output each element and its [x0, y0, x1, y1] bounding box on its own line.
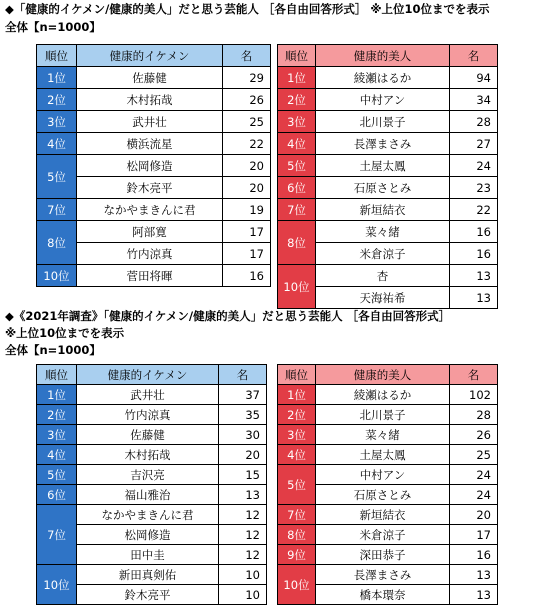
- table-row: [278, 405, 498, 425]
- rank-cell: 1位: [37, 67, 77, 89]
- name-cell: 松岡修造: [77, 525, 219, 545]
- table-row: [37, 89, 271, 111]
- name-cell: 橋本環奈: [316, 585, 450, 605]
- table-row: [37, 111, 271, 133]
- rank-cell: 4位: [278, 133, 316, 155]
- name-cell: 鈴木亮平: [77, 585, 219, 605]
- name-cell: 米倉涼子: [316, 525, 450, 545]
- table-row: [37, 385, 267, 405]
- rank-cell: 10位: [278, 565, 316, 605]
- rank-cell: 8位: [278, 525, 316, 545]
- rank-cell: 8位: [278, 221, 316, 265]
- name-cell: 土屋太鳳: [316, 155, 450, 177]
- count-cell: 13: [450, 265, 498, 287]
- count-cell: 12: [219, 545, 267, 565]
- name-cell: 佐藤健: [77, 425, 219, 445]
- header-name: 健康的美人: [316, 365, 450, 385]
- name-cell: 佐藤健: [77, 67, 223, 89]
- name-cell: 長澤まさみ: [316, 565, 450, 585]
- count-cell: 12: [219, 525, 267, 545]
- table-row: [37, 67, 271, 89]
- count-cell: 17: [223, 221, 271, 243]
- count-cell: 26: [223, 89, 271, 111]
- header-name: 健康的イケメン: [77, 365, 219, 385]
- name-cell: 綾瀬はるか: [316, 385, 450, 405]
- table-row: [37, 133, 271, 155]
- header-count: 名: [219, 365, 267, 385]
- table-row: [278, 67, 498, 89]
- ranking-table-ikemen-2021: [36, 364, 267, 605]
- count-cell: 22: [450, 199, 498, 221]
- count-cell: 35: [219, 405, 267, 425]
- table-row: [278, 545, 498, 565]
- name-cell: なかやまきんに君: [77, 505, 219, 525]
- name-cell: 土屋太鳳: [316, 445, 450, 465]
- table-row: [278, 199, 498, 221]
- rank-cell: 3位: [37, 111, 77, 133]
- count-cell: 24: [450, 485, 498, 505]
- header-row: [37, 365, 267, 385]
- rank-cell: 10位: [37, 565, 77, 605]
- section2-note: ※上位10位までを表示: [5, 326, 125, 340]
- rank-cell: 1位: [278, 385, 316, 405]
- count-cell: 10: [219, 585, 267, 605]
- header-row: [37, 45, 271, 67]
- name-cell: 中村アン: [316, 89, 450, 111]
- header-rank: 順位: [278, 365, 316, 385]
- rank-cell: 4位: [37, 445, 77, 465]
- header-name: 健康的イケメン: [77, 45, 223, 67]
- rank-cell: 9位: [278, 545, 316, 565]
- rank-cell: 7位: [278, 199, 316, 221]
- count-cell: 17: [223, 243, 271, 265]
- count-cell: 13: [450, 565, 498, 585]
- count-cell: 16: [450, 243, 498, 265]
- rank-cell: 2位: [37, 89, 77, 111]
- rank-cell: 8位: [37, 221, 77, 265]
- rank-cell: 7位: [37, 199, 77, 221]
- name-cell: 綾瀬はるか: [316, 67, 450, 89]
- rank-cell: 5位: [37, 465, 77, 485]
- name-cell: 木村拓哉: [77, 89, 223, 111]
- table-row: [37, 265, 271, 287]
- count-cell: 12: [219, 505, 267, 525]
- table-row: [37, 485, 267, 505]
- table-row: [37, 155, 271, 177]
- table-row: [37, 505, 267, 525]
- table-row: [278, 385, 498, 405]
- table-row: [278, 155, 498, 177]
- section1-title: ◆「健康的イケメン/健康的美人」だと思う芸能人 ［各自由回答形式］ ※上位10位までを表示: [5, 2, 490, 16]
- count-cell: 13: [219, 485, 267, 505]
- count-cell: 28: [450, 111, 498, 133]
- count-cell: 30: [219, 425, 267, 445]
- header-count: 名: [450, 365, 498, 385]
- count-cell: 25: [450, 445, 498, 465]
- name-cell: 田中圭: [77, 545, 219, 565]
- name-cell: 横浜流星: [77, 133, 223, 155]
- name-cell: 深田恭子: [316, 545, 450, 565]
- section1-base: 全体【n=1000】: [5, 20, 101, 34]
- header-name: 健康的美人: [316, 45, 450, 67]
- name-cell: 北川景子: [316, 405, 450, 425]
- table-row: [37, 405, 267, 425]
- count-cell: 23: [450, 177, 498, 199]
- rank-cell: 5位: [37, 155, 77, 199]
- section2-base: 全体【n=1000】: [5, 343, 101, 357]
- table-row: [278, 445, 498, 465]
- count-cell: 26: [450, 425, 498, 445]
- table-row: [37, 465, 267, 485]
- table-row: [278, 133, 498, 155]
- count-cell: 94: [450, 67, 498, 89]
- count-cell: 28: [450, 405, 498, 425]
- name-cell: 新垣結衣: [316, 199, 450, 221]
- name-cell: 杏: [316, 265, 450, 287]
- ranking-table-ikemen-current: [36, 44, 271, 287]
- name-cell: 石原さとみ: [316, 485, 450, 505]
- header-rank: 順位: [37, 45, 77, 67]
- name-cell: 松岡修造: [77, 155, 223, 177]
- rank-cell: 1位: [278, 67, 316, 89]
- header-count: 名: [450, 45, 498, 67]
- name-cell: 天海祐希: [316, 287, 450, 309]
- rank-cell: 10位: [37, 265, 77, 287]
- header-rank: 順位: [278, 45, 316, 67]
- count-cell: 20: [223, 177, 271, 199]
- name-cell: 中村アン: [316, 465, 450, 485]
- count-cell: 102: [450, 385, 498, 405]
- name-cell: 木村拓哉: [77, 445, 219, 465]
- count-cell: 24: [450, 465, 498, 485]
- count-cell: 17: [450, 525, 498, 545]
- count-cell: 37: [219, 385, 267, 405]
- name-cell: 新田真剣佑: [77, 565, 219, 585]
- count-cell: 34: [450, 89, 498, 111]
- name-cell: 石原さとみ: [316, 177, 450, 199]
- table-row: [278, 505, 498, 525]
- count-cell: 16: [223, 265, 271, 287]
- rank-cell: 7位: [278, 505, 316, 525]
- rank-cell: 2位: [278, 89, 316, 111]
- count-cell: 27: [450, 133, 498, 155]
- name-cell: 吉沢亮: [77, 465, 219, 485]
- table-row: [278, 425, 498, 445]
- header-rank: 順位: [37, 365, 77, 385]
- table-row: [37, 445, 267, 465]
- count-cell: 16: [450, 221, 498, 243]
- name-cell: 武井壮: [77, 111, 223, 133]
- table-row: [37, 565, 267, 585]
- name-cell: 新垣結衣: [316, 505, 450, 525]
- table-row: [278, 265, 498, 287]
- name-cell: 武井壮: [77, 385, 219, 405]
- name-cell: 菜々緒: [316, 221, 450, 243]
- name-cell: 鈴木亮平: [77, 177, 223, 199]
- rank-cell: 7位: [37, 505, 77, 565]
- count-cell: 24: [450, 155, 498, 177]
- name-cell: 北川景子: [316, 111, 450, 133]
- table-row: [278, 525, 498, 545]
- count-cell: 13: [450, 287, 498, 309]
- count-cell: 20: [219, 445, 267, 465]
- count-cell: 13: [450, 585, 498, 605]
- rank-cell: 2位: [278, 405, 316, 425]
- rank-cell: 10位: [278, 265, 316, 309]
- name-cell: 米倉涼子: [316, 243, 450, 265]
- header-count: 名: [223, 45, 271, 67]
- section2-title: ◆《2021年調査》「健康的イケメン/健康的美人」だと思う芸能人 ［各自由回答形式］: [5, 309, 451, 323]
- rank-cell: 5位: [278, 155, 316, 177]
- table-row: [278, 89, 498, 111]
- name-cell: 竹内涼真: [77, 405, 219, 425]
- name-cell: 阿部寛: [77, 221, 223, 243]
- count-cell: 16: [450, 545, 498, 565]
- table-row: [278, 221, 498, 243]
- count-cell: 22: [223, 133, 271, 155]
- table-row: [278, 465, 498, 485]
- table-row: [278, 111, 498, 133]
- name-cell: 菅田将暉: [77, 265, 223, 287]
- table-row: [37, 425, 267, 445]
- rank-cell: 4位: [278, 445, 316, 465]
- name-cell: 菜々緒: [316, 425, 450, 445]
- count-cell: 10: [219, 565, 267, 585]
- rank-cell: 6位: [278, 177, 316, 199]
- table-row: [37, 199, 271, 221]
- ranking-table-bijin-2021: [277, 364, 498, 605]
- rank-cell: 3位: [278, 425, 316, 445]
- rank-cell: 3位: [278, 111, 316, 133]
- count-cell: 25: [223, 111, 271, 133]
- name-cell: 長澤まさみ: [316, 133, 450, 155]
- rank-cell: 1位: [37, 385, 77, 405]
- name-cell: 福山雅治: [77, 485, 219, 505]
- table-row: [278, 177, 498, 199]
- rank-cell: 6位: [37, 485, 77, 505]
- rank-cell: 4位: [37, 133, 77, 155]
- header-row: [278, 365, 498, 385]
- table-row: [37, 221, 271, 243]
- ranking-table-bijin-current: [277, 44, 498, 309]
- rank-cell: 3位: [37, 425, 77, 445]
- rank-cell: 2位: [37, 405, 77, 425]
- rank-cell: 5位: [278, 465, 316, 505]
- count-cell: 29: [223, 67, 271, 89]
- table-row: [278, 565, 498, 585]
- count-cell: 20: [223, 155, 271, 177]
- header-row: [278, 45, 498, 67]
- count-cell: 15: [219, 465, 267, 485]
- count-cell: 20: [450, 505, 498, 525]
- count-cell: 19: [223, 199, 271, 221]
- name-cell: 竹内涼真: [77, 243, 223, 265]
- name-cell: なかやまきんに君: [77, 199, 223, 221]
